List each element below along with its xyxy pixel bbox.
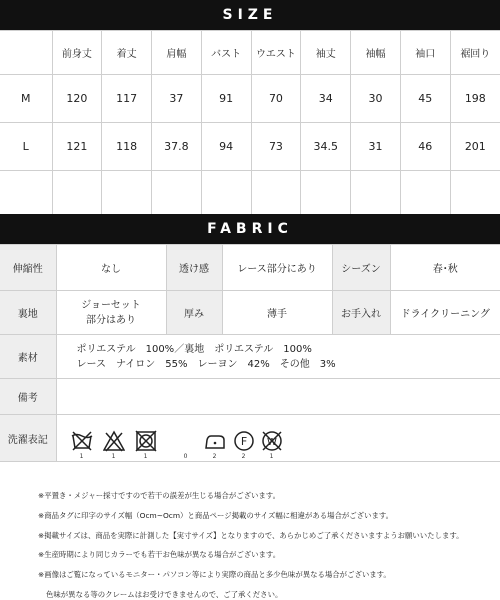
svg-text:W: W — [266, 437, 277, 448]
size-row-m — [0, 75, 500, 123]
size-col-header: 袖幅 — [351, 31, 401, 75]
note-line: ※生産時期により同じカラーでも若干お色味が異なる場合がございます。 — [38, 550, 281, 560]
svg-text:F: F — [240, 435, 247, 448]
empty-cell — [0, 171, 52, 221]
fabric-title: FABRIC — [207, 221, 293, 237]
thickness-label: 厚み — [166, 291, 222, 335]
dry-clean-f-icon — [233, 430, 255, 461]
material-label: 素材 — [0, 335, 56, 379]
care-number: 1 — [79, 453, 84, 460]
wash-label: 洗濯表記 — [0, 415, 56, 462]
size-value: 37 — [152, 75, 202, 123]
size-row-l — [0, 123, 500, 171]
empty-cell — [52, 171, 102, 221]
care-label: お手入れ — [332, 291, 390, 335]
thickness-value: 薄手 — [222, 291, 332, 335]
size-label: M — [0, 75, 52, 123]
care-value: ドライクリーニング — [390, 291, 500, 335]
note-line: ※商品タグに印字のサイズ幅（Ocm~Ocm）と商品ページ掲載のサイズ幅に相違がある場合がございます。 — [38, 510, 394, 520]
size-value: 37.8 — [152, 123, 202, 171]
empty-cell — [400, 171, 450, 221]
size-value: 31 — [351, 123, 401, 171]
size-section-header — [0, 0, 500, 30]
note-line: 色味が異なる等のクレームはお受けできませんので、ご了承ください。 — [46, 589, 283, 599]
care-number: 2 — [241, 453, 246, 460]
size-value: 30 — [351, 75, 401, 123]
season-value: 春･秋 — [390, 245, 500, 291]
fabric-row-material — [0, 335, 500, 379]
remarks-value — [56, 379, 500, 415]
size-corner-cell — [0, 31, 52, 75]
hand-wash-prohibited-icon — [71, 430, 93, 461]
size-value: 198 — [450, 75, 500, 123]
care-number: 1 — [269, 453, 274, 460]
fabric-row-elasticity — [0, 245, 500, 291]
iron-low-icon — [203, 430, 227, 461]
size-value: 91 — [201, 75, 251, 123]
size-col-header: 裾回り — [450, 31, 500, 75]
tumble-dry-prohibited-icon — [135, 430, 157, 461]
size-col-header: 肩幅 — [152, 31, 202, 75]
size-value: 73 — [251, 123, 301, 171]
wash-symbols — [57, 415, 500, 461]
empty-cell — [102, 171, 152, 221]
size-col-header: 袖丈 — [301, 31, 351, 75]
elasticity-label: 伸縮性 — [0, 245, 56, 291]
remarks-label: 備考 — [0, 379, 56, 415]
size-value: 34 — [301, 75, 351, 123]
lining-value — [56, 291, 166, 335]
care-number: 1 — [111, 453, 116, 460]
size-col-header: バスト — [201, 31, 251, 75]
size-value: 94 — [201, 123, 251, 171]
size-value: 45 — [400, 75, 450, 123]
note-line: ※掲載サイズは、商品を実際に計測した【実寸サイズ】となりますので、あらかじめご了承くださいますようお願いいたします。 — [38, 530, 464, 540]
size-table — [0, 30, 500, 221]
fabric-row-remarks — [0, 379, 500, 415]
size-value: 201 — [450, 123, 500, 171]
empty-cell — [301, 171, 351, 221]
size-label: L — [0, 123, 52, 171]
size-value: 121 — [52, 123, 102, 171]
note-line: ※平置き・メジャー採寸ですので若干の誤差が生じる場合がございます。 — [38, 491, 280, 500]
care-number: 0 — [183, 453, 188, 460]
wash-symbols-cell — [56, 415, 500, 462]
season-label: シーズン — [332, 245, 390, 291]
size-col-header: 袖口 — [400, 31, 450, 75]
material-line: レース ナイロン 55% レーヨン 42% その他 3% — [76, 358, 336, 370]
empty-cell — [251, 171, 301, 221]
size-col-header: 着丈 — [102, 31, 152, 75]
size-row-empty — [0, 171, 500, 221]
size-col-header: 前身丈 — [52, 31, 102, 75]
empty-cell — [450, 171, 500, 221]
sheerness-value: レース部分にあり — [222, 245, 332, 291]
size-value: 118 — [102, 123, 152, 171]
size-value: 46 — [400, 123, 450, 171]
size-title: SIZE — [222, 7, 278, 23]
bleach-prohibited-icon — [103, 430, 125, 461]
note-line: ※画像はご覧になっているモニター・パソコン等により実際の商品と多少色味が異なる場合がございます。 — [38, 570, 391, 580]
fabric-table — [0, 244, 500, 462]
wet-clean-prohibited-icon — [261, 430, 283, 461]
material-line: ポリエステル 100%／裏地 ポリエステル 100% — [76, 343, 312, 355]
elasticity-value: なし — [56, 245, 166, 291]
empty-cell — [201, 171, 251, 221]
empty-cell — [152, 171, 202, 221]
material-value — [56, 335, 500, 379]
empty-cell — [351, 171, 401, 221]
care-number: 2 — [212, 453, 217, 460]
lining-label: 裏地 — [0, 291, 56, 335]
size-header-row — [0, 31, 500, 75]
notes-section — [0, 480, 500, 600]
care-number: 1 — [143, 453, 148, 460]
size-value: 70 — [251, 75, 301, 123]
size-col-header: ウエスト — [251, 31, 301, 75]
lining-value-line: ジョーセット — [81, 299, 141, 311]
sheerness-label: 透け感 — [166, 245, 222, 291]
size-value: 120 — [52, 75, 102, 123]
fabric-row-lining — [0, 291, 500, 335]
lining-value-line: 部分はあり — [86, 314, 136, 326]
fabric-row-wash — [0, 415, 500, 462]
line-dry-icon — [181, 430, 191, 461]
fabric-section-header — [0, 214, 500, 244]
size-value: 117 — [102, 75, 152, 123]
size-value: 34.5 — [301, 123, 351, 171]
